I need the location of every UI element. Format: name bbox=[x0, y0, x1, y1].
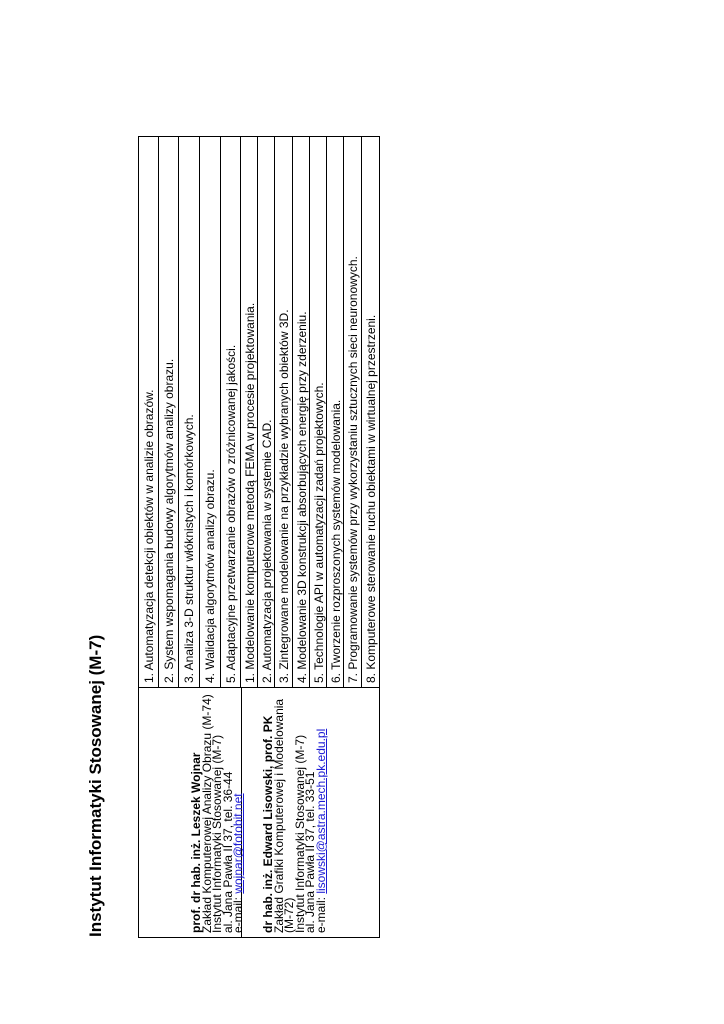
topic-text: 4. Modelowanie 3D konstrukcji absorbujących energię przy zderzeniu. bbox=[295, 311, 309, 683]
person-institute: Instytut Informatyki Stosowanej (M-7) bbox=[292, 734, 307, 933]
person-email-line bbox=[313, 693, 328, 933]
topic-row bbox=[139, 137, 159, 687]
person-institute: Instytut Informatyki Stosowanej (M-7) bbox=[210, 734, 225, 933]
person-name: dr hab. inż. Edward Lisowski, prof. PK bbox=[261, 715, 275, 933]
topic-row bbox=[159, 137, 179, 687]
topic-text: 6. Tworzenie rozproszonych systemów modelowania. bbox=[329, 399, 343, 683]
person-name: prof. dr hab. inż. Leszek Wojnar bbox=[189, 752, 203, 933]
person-card bbox=[263, 693, 327, 933]
topic-row bbox=[327, 137, 344, 687]
topic-text: 5. Technologie API w automatyzacji zadań projektowych. bbox=[312, 382, 326, 683]
column-divider bbox=[139, 687, 379, 688]
person-card bbox=[191, 693, 244, 933]
topic-text: 1. Modelowanie komputerowe metodą FEMA w procesie projektowania. bbox=[243, 302, 257, 683]
topic-row bbox=[179, 137, 200, 687]
topic-row bbox=[221, 137, 241, 687]
person-unit: Zakład Komputerowej Analizy Obrazu (M-74) bbox=[199, 694, 214, 933]
topic-row bbox=[344, 137, 362, 687]
person-unit-cont: (M-72) bbox=[282, 897, 297, 933]
page-title: Instytut Informatyki Stosowanej (M-7) bbox=[86, 634, 105, 937]
email-label: e-mail: bbox=[231, 893, 246, 933]
person-email-line bbox=[233, 693, 244, 933]
topic-text: 8. Komputerowe sterowanie ruchu obiektami w wirtualnej przestrzeni. bbox=[364, 314, 378, 683]
email-label: e-mail: bbox=[313, 893, 328, 933]
topic-row bbox=[310, 137, 327, 687]
topic-text: 3. Analiza 3-D struktur włóknistych i komórkowych. bbox=[182, 414, 196, 683]
topic-text: 3. Zintegrowane modelowanie na przykładzie wybranych obiektów 3D. bbox=[277, 309, 291, 683]
topic-row bbox=[362, 137, 379, 687]
topic-text: 2. System wspomagania budowy algorytmów analizy obrazu. bbox=[162, 358, 176, 683]
person-unit: Zakład Grafiki Komputerowej i Modelowania bbox=[271, 698, 286, 933]
topic-row bbox=[293, 137, 310, 687]
topic-row bbox=[258, 137, 275, 687]
email-link[interactable]: wojnar@fotobit.net bbox=[231, 793, 246, 894]
topic-row bbox=[275, 137, 293, 687]
person-address: al. Jana Pawła II 37, tel. 33-51 bbox=[303, 771, 318, 933]
topic-text: 2. Automatyzacja projektowania w systemie CAD. bbox=[260, 419, 274, 683]
topic-row bbox=[241, 137, 258, 687]
topics-column bbox=[139, 137, 379, 687]
topic-row bbox=[200, 137, 221, 687]
topic-text: 7. Programowanie systemów przy wykorzystaniu sztucznych sieci neuronowych. bbox=[346, 256, 360, 683]
topic-text: 1. Automatyzacja detekcji obiektów w analizie obrazów. bbox=[142, 389, 156, 683]
topic-text: 4. Walidacja algorytmów analizy obrazu. bbox=[203, 469, 217, 683]
topic-text: 5. Adaptacyjne przetwarzanie obrazów o zróżnicowanej jakości. bbox=[224, 344, 238, 683]
staff-table bbox=[138, 136, 380, 938]
email-link[interactable]: lisowski@astra.mech.pk.edu.pl bbox=[313, 728, 328, 894]
person-address: al. Jana Pawła II 37, tel. 36-44 bbox=[220, 771, 235, 933]
